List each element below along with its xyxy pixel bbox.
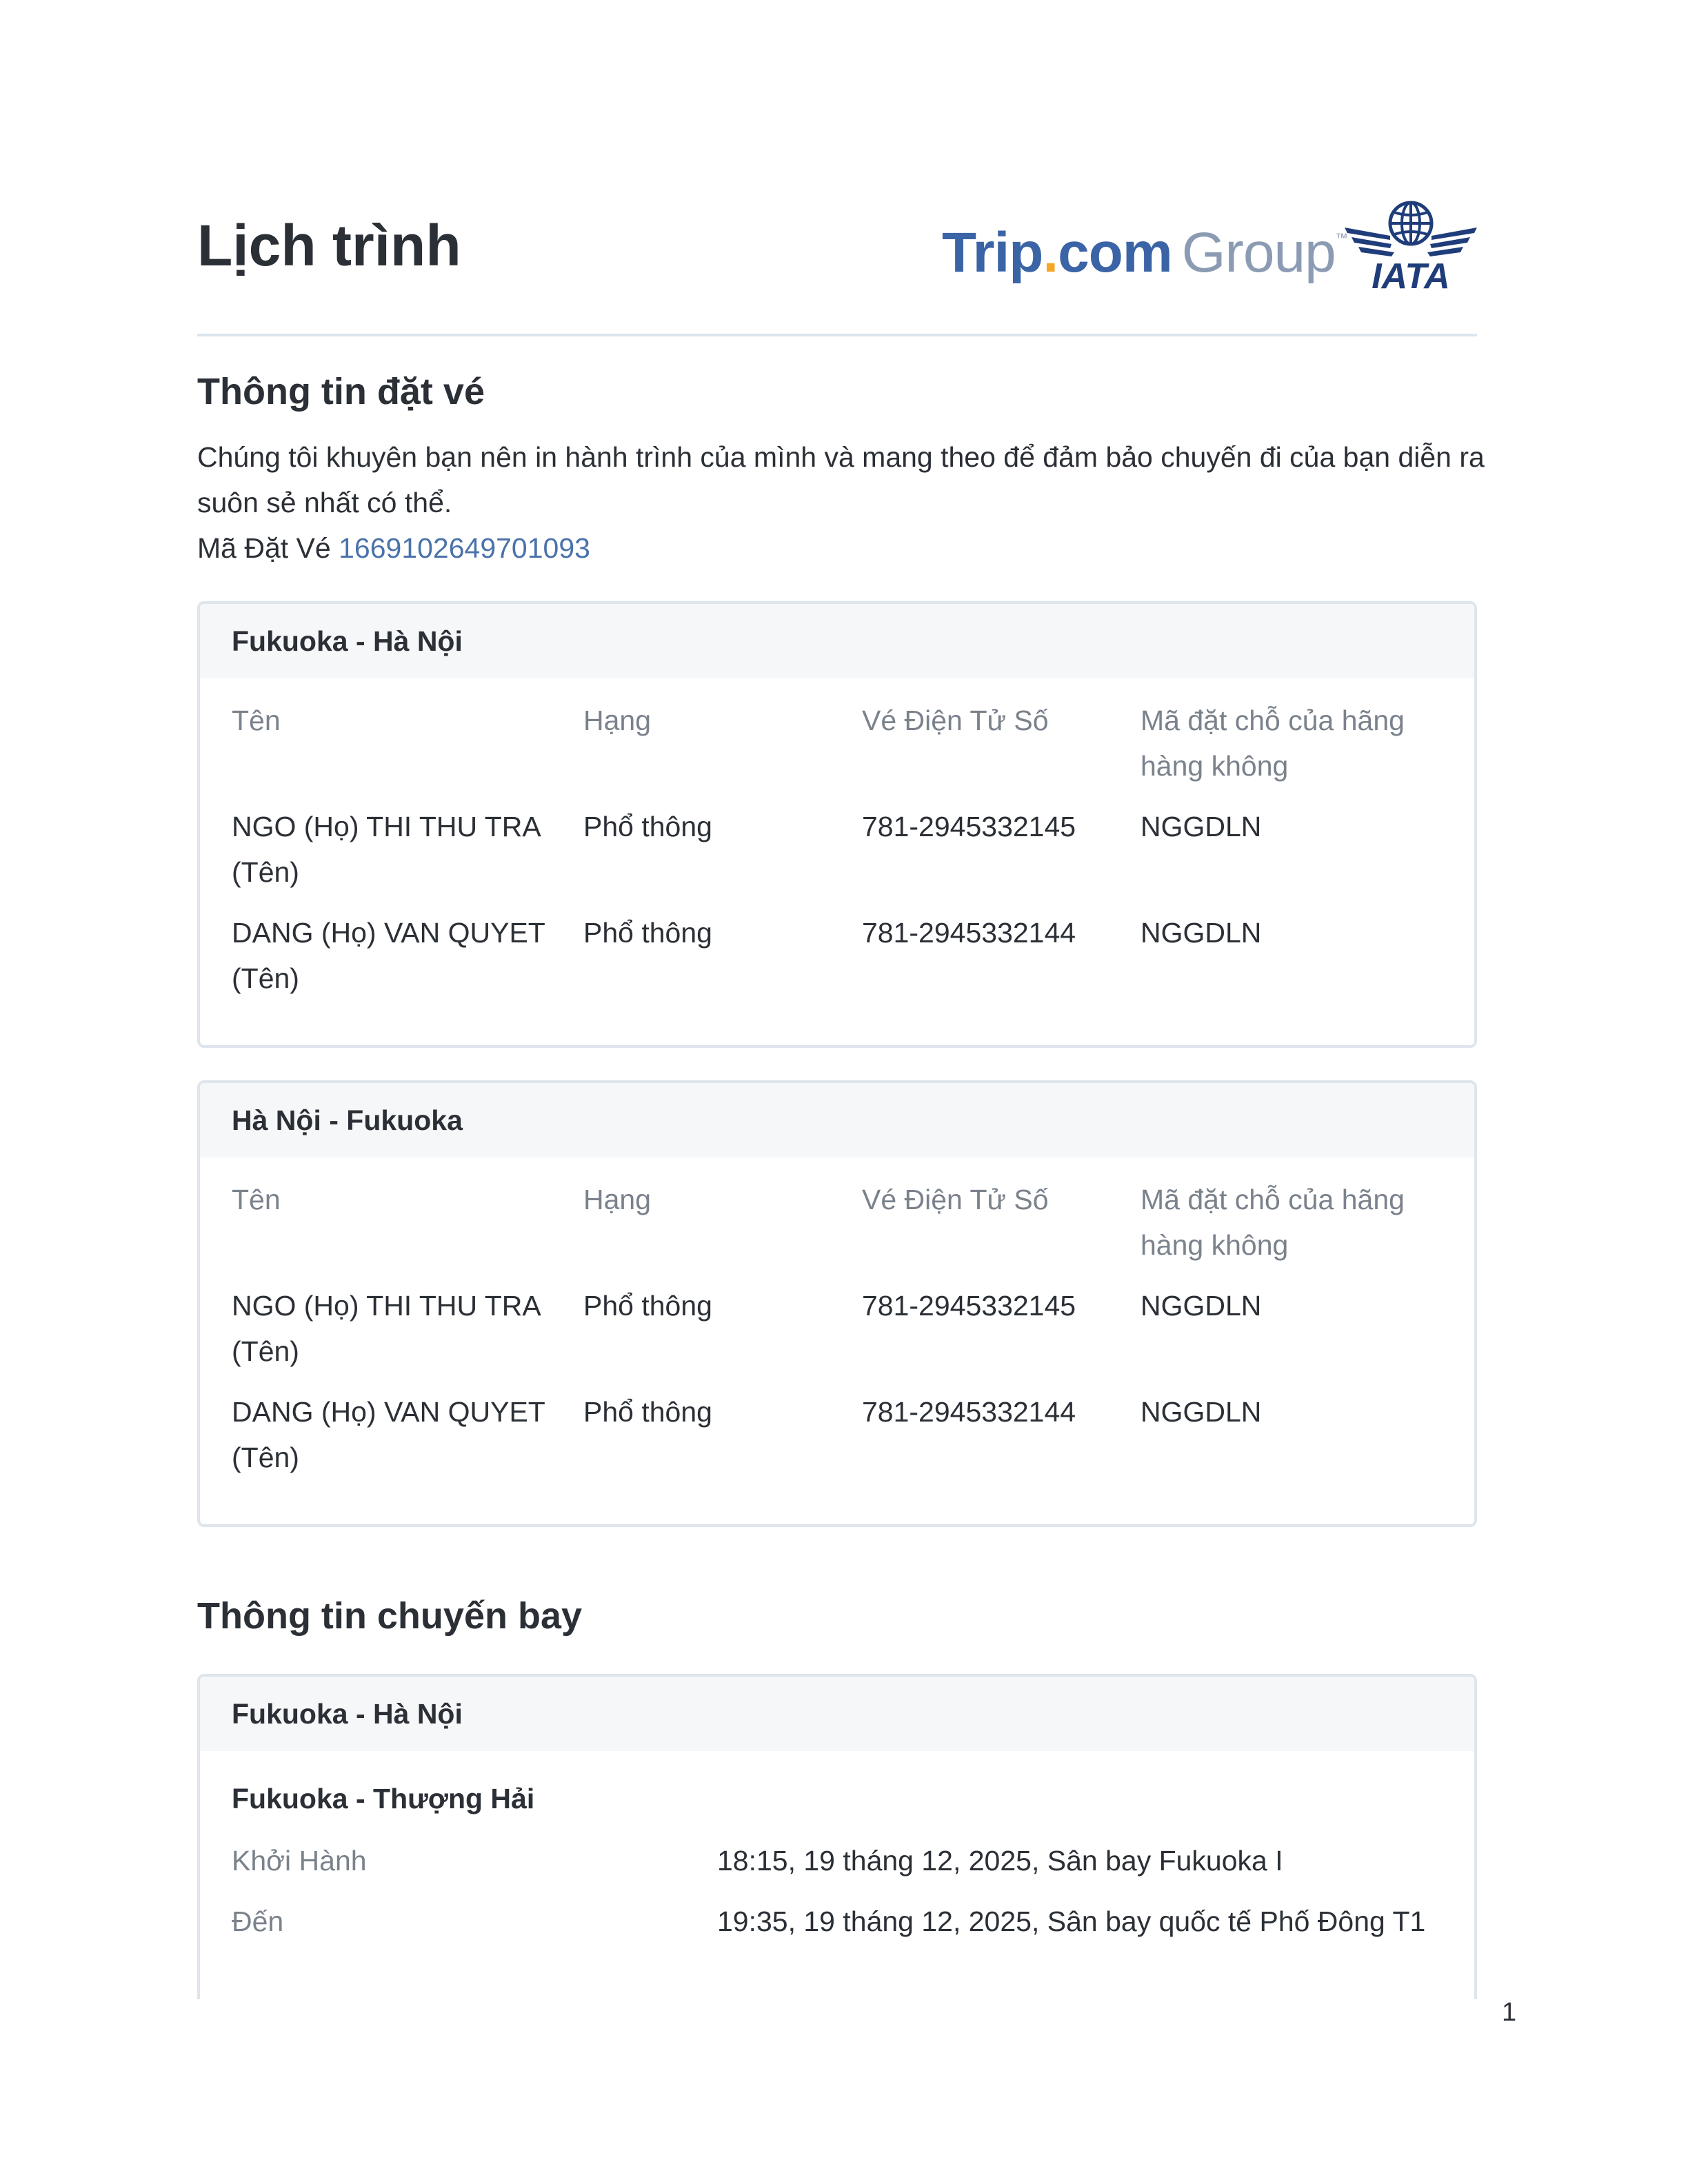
passenger-name: NGO (Họ) THI THU TRA (Tên) [232, 1290, 540, 1367]
passenger-class: Phổ thông [583, 811, 712, 842]
flight-info-heading: Thông tin chuyến bay [197, 1595, 583, 1637]
arrival-label: Đến [232, 1905, 284, 1937]
page-title: Lịch trình [197, 213, 461, 278]
passenger-card-outbound [197, 601, 1477, 1048]
departure-value: 18:15, 19 tháng 12, 2025, Sân bay Fukuoka I [717, 1845, 1283, 1877]
passenger-pnr: NGGDLN [1141, 1396, 1262, 1428]
passenger-pnr: NGGDLN [1141, 1290, 1262, 1322]
passenger-card-return [197, 1080, 1477, 1527]
passenger-pnr: NGGDLN [1141, 811, 1262, 842]
passenger-ticket: 781-2945332144 [862, 1396, 1076, 1428]
booking-number: 1669102649701093 [339, 532, 590, 564]
column-header-pnr: Mã đặt chỗ của hãng hàng không [1141, 1184, 1405, 1261]
passenger-ticket: 781-2945332145 [862, 811, 1076, 842]
booking-info-heading: Thông tin đặt vé [197, 371, 485, 412]
column-header-class: Hạng [583, 1184, 652, 1215]
svg-text:IATA: IATA [1372, 256, 1450, 296]
column-header-class: Hạng [583, 705, 652, 736]
header-divider [197, 334, 1477, 336]
card-route-title: Fukuoka - Hà Nội [200, 1677, 1474, 1751]
card-route-title: Fukuoka - Hà Nội [200, 604, 1474, 678]
column-header-name: Tên [232, 1184, 281, 1215]
passenger-name: NGO (Họ) THI THU TRA (Tên) [232, 811, 540, 888]
column-header-pnr: Mã đặt chỗ của hãng hàng không [1141, 705, 1405, 782]
booking-number-label: Mã Đặt Vé [197, 532, 331, 564]
booking-number-line [197, 525, 590, 571]
passenger-ticket: 781-2945332145 [862, 1290, 1076, 1322]
segment-title: Fukuoka - Thượng Hải [232, 1783, 535, 1814]
column-header-ticket: Vé Điện Tử Số [862, 705, 1049, 736]
passenger-pnr: NGGDLN [1141, 917, 1262, 949]
passenger-class: Phổ thông [583, 917, 712, 949]
passenger-ticket: 781-2945332144 [862, 917, 1076, 949]
column-header-ticket: Vé Điện Tử Số [862, 1184, 1049, 1215]
flight-card [197, 1674, 1477, 1999]
page-number: 1 [1502, 1998, 1517, 2027]
booking-intro-text: Chúng tôi khuyên bạn nên in hành trình của mình và mang theo để đảm bảo chuyến đi của bạn diễn ra suôn sẻ nhất có thể. [197, 441, 1485, 518]
column-header-name: Tên [232, 705, 281, 736]
passenger-name: DANG (Họ) VAN QUYET (Tên) [232, 917, 545, 994]
arrival-value: 19:35, 19 tháng 12, 2025, Sân bay quốc tế Phố Đông T1 [717, 1905, 1426, 1937]
passenger-class: Phổ thông [583, 1290, 712, 1322]
passenger-class: Phổ thông [583, 1396, 712, 1428]
iata-logo [1342, 200, 1480, 296]
passenger-name: DANG (Họ) VAN QUYET (Tên) [232, 1396, 545, 1473]
trip-com-group-logo: Trip.com Group™ [942, 221, 1347, 284]
departure-label: Khởi Hành [232, 1845, 367, 1877]
card-route-title: Hà Nội - Fukuoka [200, 1083, 1474, 1157]
